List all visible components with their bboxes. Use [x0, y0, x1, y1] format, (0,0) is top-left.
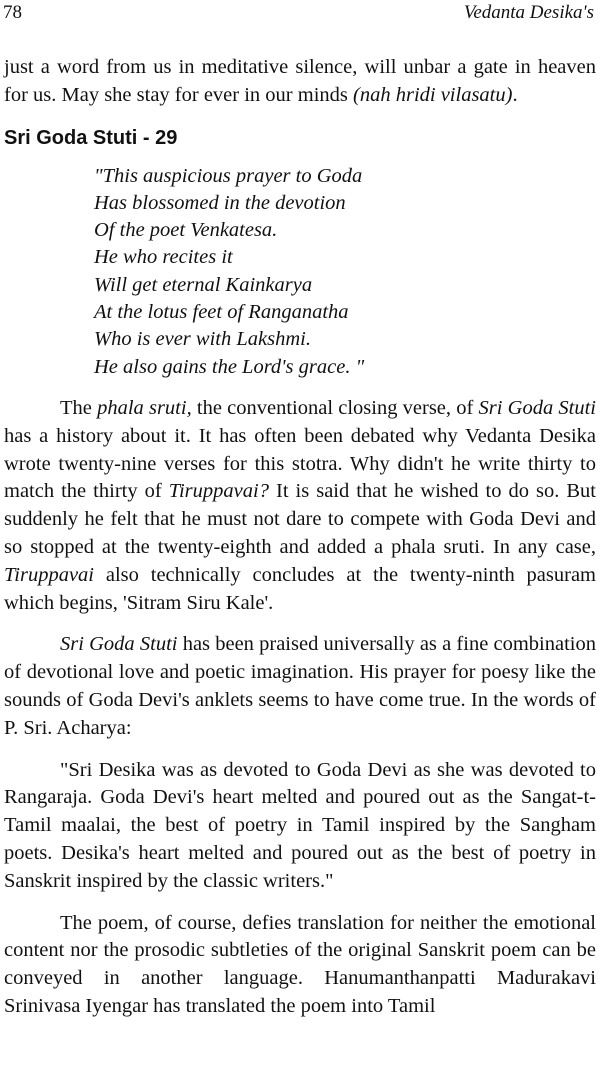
para-italic: phala sruti,: [97, 396, 192, 419]
para-text: has a history about it. It has often been debated why Vedanta Desika wrote twenty-nine verses for this stotra. Why didn't he write thirty to match the thirty of: [4, 424, 596, 503]
verse-line: At the lotus feet of Ranganatha: [94, 301, 349, 324]
praise-paragraph: [4, 631, 596, 742]
intro-text: just a word from us in meditative silence, will unbar a gate in heaven for us. May she stay for ever in our minds: [4, 56, 596, 106]
verse-line: Who is ever with Lakshmi.: [94, 328, 311, 351]
page-body: [4, 54, 596, 1021]
book-title: Sri Goda Stuti: [60, 633, 178, 656]
page-number: 78: [3, 2, 22, 23]
para-text: It is said that he wished to do so. But suddenly he felt that he must not dare to compete with Goda Devi and so stopped at the twenty-eighth and added a phala sruti. In any case,: [4, 480, 596, 558]
verse-line: Has blossomed in the devotion: [94, 191, 346, 214]
book-title: Tiruppavai?: [168, 480, 269, 503]
para-text: also technically concludes at the twenty-ninth pasuram which begins, 'Sitram Siru Kale'.: [4, 563, 596, 614]
verse-line: "This auspicious prayer to Goda: [94, 164, 363, 187]
page-header: [0, 0, 600, 36]
running-title: Vedanta Desika's: [463, 2, 594, 23]
section-heading: Sri Goda Stuti - 29: [4, 126, 178, 149]
verse-line: He also gains the Lord's grace. ": [94, 355, 365, 378]
paragraph-gap: [4, 743, 596, 757]
verse-line: He who recites it: [94, 246, 233, 269]
intro-end: .: [512, 83, 518, 106]
verse-line: Will get eternal Kainkarya: [94, 273, 313, 296]
acharya-quote: "Sri Desika was as devoted to Goda Devi as she was devoted to Rangaraja. Goda Devi's heart melted and poured out as the Sangat-t-Tamil maalai, the best of poetry in Tamil inspired by the Sangham poets. Desika's heart melted and poured out as the best of poetry in Sanskrit inspired by the classic writers.": [4, 758, 596, 892]
paragraph-gap: [4, 896, 596, 910]
translation-paragraph: The poem, of course, defies translation for neither the emotional content nor the prosodic subtleties of the original Sanskrit poem can be conveyed in another language. Hanumanthanpatti Madurakavi Srinivasa Iyengar has translated the poem into Tamil: [4, 911, 596, 1017]
verse-block: [4, 163, 596, 381]
para-text: the conventional closing verse, of: [191, 396, 479, 419]
phala-sruti-paragraph: [4, 395, 596, 617]
verse-line: Of the poet Venkatesa.: [94, 219, 278, 242]
paragraph-gap: [4, 617, 596, 631]
book-title: Tiruppavai: [4, 563, 94, 586]
para-text: The: [60, 396, 98, 419]
intro-italic: (nah hridi vilasatu): [353, 83, 513, 106]
intro-paragraph: [4, 54, 596, 110]
book-title: Sri Goda Stuti: [478, 396, 596, 419]
para-text: has been praised universally as a fine combination of devotional love and poetic imagination. His prayer for poesy like the sounds of Goda Devi's anklets seems to have come true. In the words of P. Sri. Acharya:: [4, 633, 596, 739]
